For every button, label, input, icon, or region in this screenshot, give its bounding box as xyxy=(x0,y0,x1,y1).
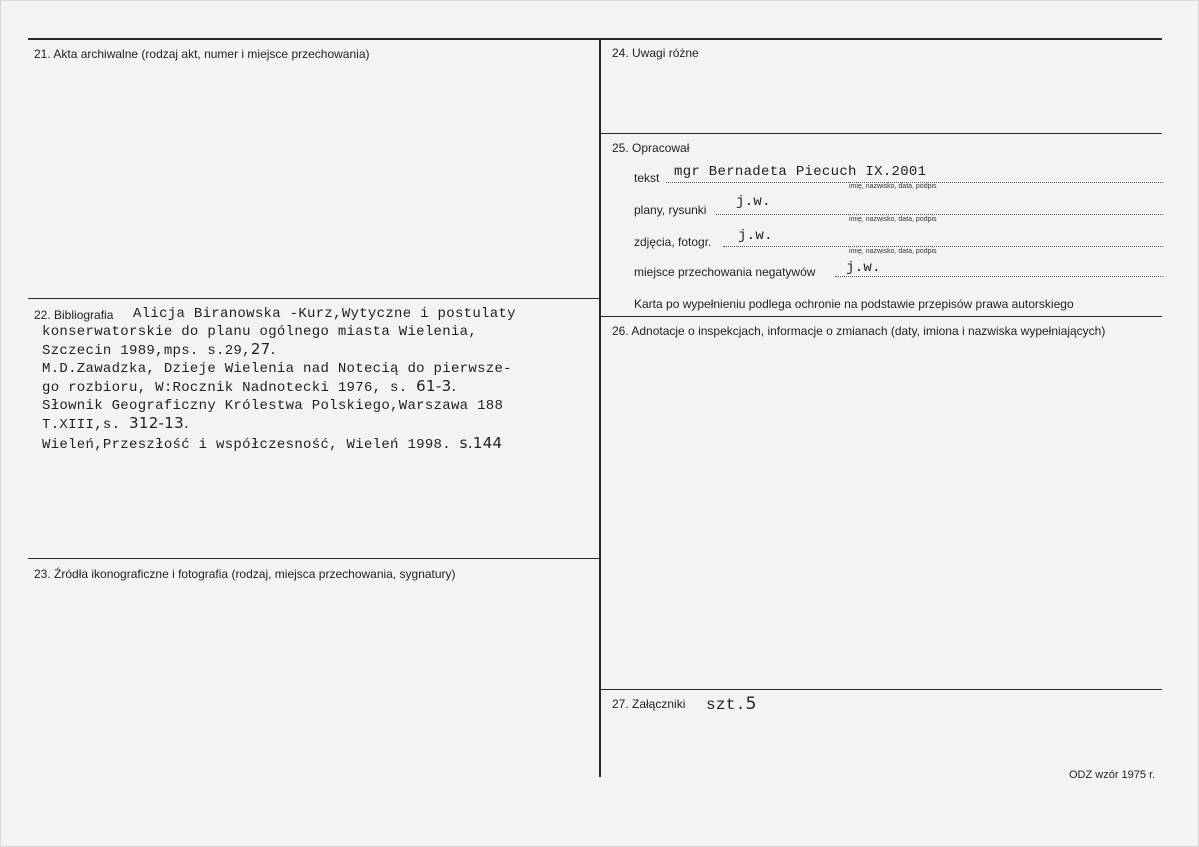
field-26-label: 26. Adnotacje o inspekcjach, informacje o zmianach (daty, imiona i nazwiska wypełniających) xyxy=(612,324,1106,338)
plany-dotted-line xyxy=(716,214,1163,215)
field-23-label: 23. Źródła ikonograficzne i fotografia (rodzaj, miejsca przechowania, sygnatury) xyxy=(34,567,456,581)
bibliography-line-3-hand: 27. xyxy=(250,340,276,358)
miejsce-value: j.w. xyxy=(846,260,881,276)
bibliography-line-6: Słownik Geograficzny Królestwa Polskiego,Warszawa 188 xyxy=(42,397,504,414)
bibliography-line-8-typed: Wieleń,Przeszłość i współczesność, Wieleń 1998. xyxy=(42,436,451,453)
bibliography-line-3 xyxy=(42,341,598,361)
bibliography-line-4: M.D.Zawadzka, Dzieje Wielenia nad Notecią do pierwsze- xyxy=(42,360,512,377)
top-rule xyxy=(28,38,1162,40)
bibliography-line-1: Alicja Biranowska -Kurz,Wytyczne i postulaty xyxy=(133,306,516,322)
zalaczniki-hand: 5 xyxy=(745,694,757,714)
zdjecia-dotted-line xyxy=(723,246,1163,247)
bibliography-line-7-hand: 312-13. xyxy=(129,414,190,432)
tekst-value: mgr Bernadeta Piecuch IX.2001 xyxy=(674,164,927,180)
center-divider xyxy=(599,39,601,777)
field-21-label: 21. Akta archiwalne (rodzaj akt, numer i miejsce przechowania) xyxy=(34,47,370,61)
field-25-label: 25. Opracował xyxy=(612,141,690,155)
karta-note: Karta po wypełnieniu podlega ochronie na podstawie przepisów prawa autorskiego xyxy=(634,297,1074,311)
bibliography-line-5-hand: 61-3. xyxy=(416,377,457,395)
bibliography-line-8-hand: s.144 xyxy=(459,433,503,452)
zdjecia-label: zdjęcia, fotogr. xyxy=(634,235,712,249)
bibliography-line-7-typed: T.XIII,s. xyxy=(42,417,121,433)
field-24-label: 24. Uwagi różne xyxy=(612,46,699,60)
form-version-footer: ODZ wzór 1975 r. xyxy=(1069,769,1156,781)
plany-label: plany, rysunki xyxy=(634,203,707,217)
bibliography-line-5-typed: go rozbioru, W:Rocznik Nadnotecki 1976, s. xyxy=(42,380,408,396)
plany-value: j.w. xyxy=(736,194,771,210)
bibliography-line-8 xyxy=(42,435,598,455)
rule-25-26 xyxy=(600,316,1162,317)
rule-22-23 xyxy=(28,558,600,559)
tekst-label: tekst xyxy=(634,171,660,185)
bibliography-line-2: konserwatorskie do planu ogólnego miasta Wielenia, xyxy=(42,323,478,340)
zalaczniki-value xyxy=(706,694,757,714)
field-27-label: 27. Załączniki xyxy=(612,697,686,711)
bibliography-text xyxy=(42,306,598,454)
rule-21-22 xyxy=(28,298,600,299)
rule-26-27 xyxy=(600,689,1162,690)
miejsce-label: miejsce przechowania negatywów xyxy=(634,265,816,279)
zdjecia-value: j.w. xyxy=(738,228,773,244)
miejsce-dotted-line xyxy=(835,276,1163,277)
plany-hint: imię, nazwisko, data, podpis xyxy=(849,216,937,223)
bibliography-line-3-typed: Szczecin 1989,mps. s.29, xyxy=(42,343,251,359)
zdjecia-hint: imię, nazwisko, data, podpis xyxy=(849,248,937,255)
zalaczniki-typed: szt. xyxy=(706,696,746,714)
rule-24-25 xyxy=(600,133,1162,134)
bibliography-line-7 xyxy=(42,415,598,435)
tekst-hint: imię, nazwisko, data, podpis xyxy=(849,183,937,190)
field-22-label: 22. Bibliografia xyxy=(34,308,114,322)
bibliography-line-5 xyxy=(42,378,598,398)
